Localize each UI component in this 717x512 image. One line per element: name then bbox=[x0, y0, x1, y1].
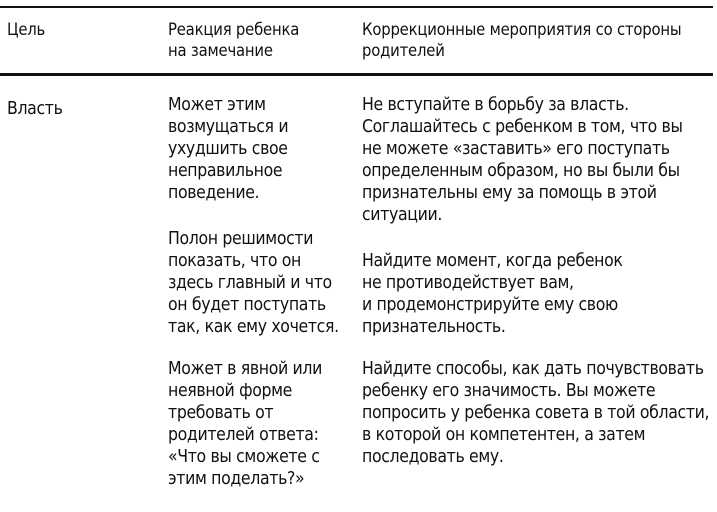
reaction-2: Полон решимости показать, что он здесь главный и что он будет поступать так, как ему хочется. bbox=[168, 229, 339, 337]
header-goal: Цель bbox=[7, 20, 46, 39]
correction-3: Найдите способы, как дать почувствовать ребенку его значимость. Вы можете попросить у ребенка совета в той области, в которой он компетентен, а затем последовать ему. bbox=[362, 359, 710, 467]
header-reaction: Реакция ребенка на замечание bbox=[168, 20, 300, 60]
header-correction: Коррекционные мероприятия со стороны родителей bbox=[362, 20, 682, 60]
header-divider-rule bbox=[0, 73, 713, 76]
reaction-3: Может в явной или неявной форме требовать от родителей ответа: «Что вы сможете с этим поделать?» bbox=[168, 359, 323, 489]
correction-1: Не вступайте в борьбу за власть. Соглашайтесь с ребенком в том, что вы не можете «заставить» его поступать определенным образом, но вы были бы признательны ему за помощь в этой ситуации. bbox=[362, 95, 683, 225]
reaction-1: Может этим возмущаться и ухудшить свое неправильное поведение. bbox=[168, 95, 289, 203]
correction-2: Найдите момент, когда ребенок не противодействует вам, и продемонстрируйте ему свою признательность. bbox=[362, 251, 623, 337]
table-top-rule bbox=[0, 6, 713, 8]
row-goal-power: Власть bbox=[7, 99, 63, 119]
